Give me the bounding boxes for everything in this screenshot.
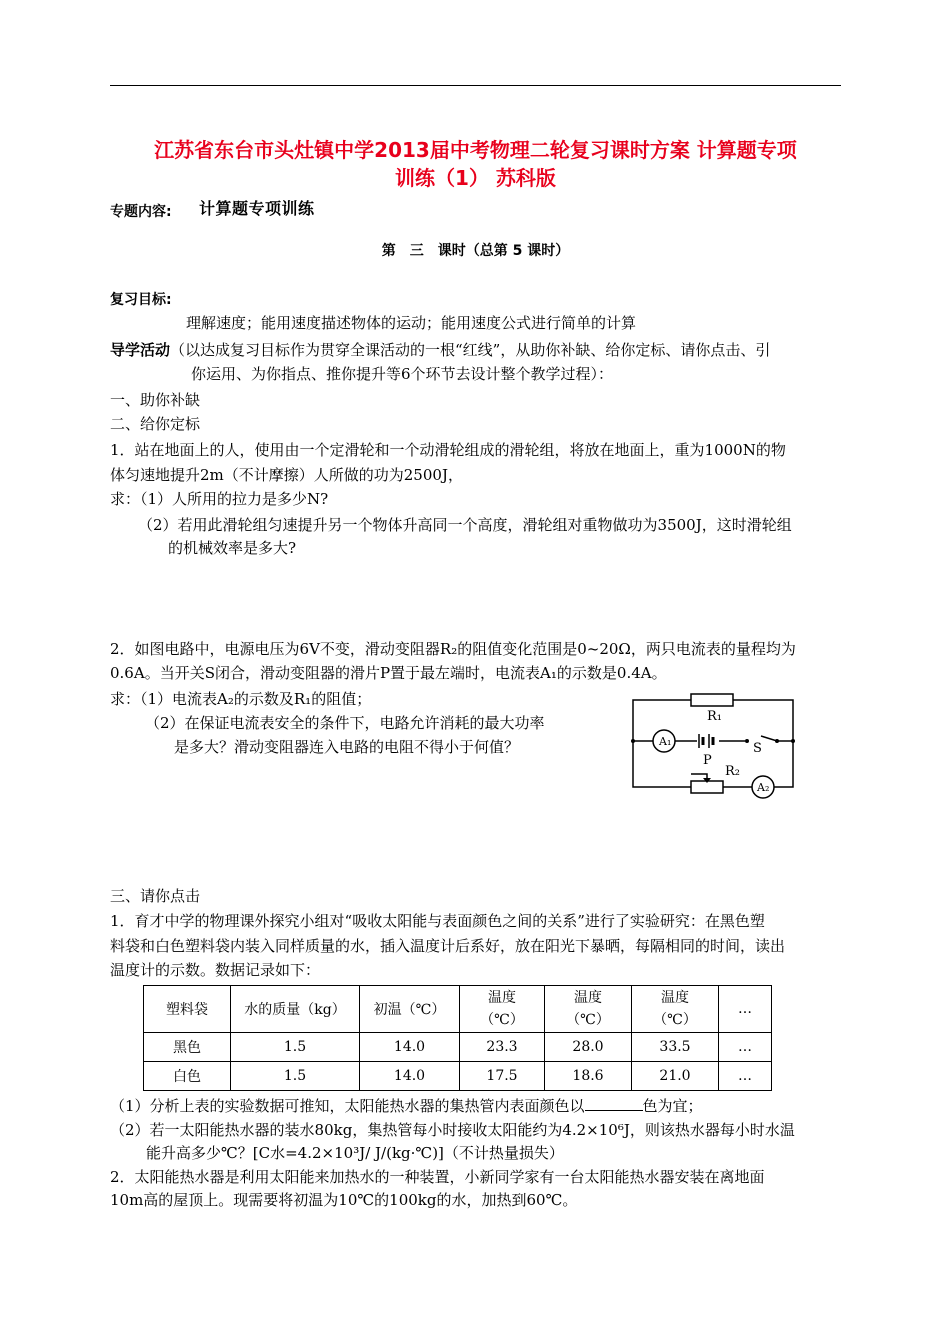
table-cell: …	[719, 1062, 772, 1091]
table-cell: 温度 （℃）	[632, 986, 719, 1033]
q3-line2: 料袋和白色塑料袋内装入同样质量的水，插入温度计后系好，放在阳光下暴晒，每隔相同的时间，读出	[110, 937, 786, 955]
label-r2: R₂	[725, 764, 740, 779]
label-r1: R₁	[707, 709, 722, 724]
table-cell: 18.6	[545, 1062, 632, 1091]
q3-part1: （1）分析上表的实验数据可推知，太阳能热水器的集热管内表面颜色以 色为宜；	[110, 1097, 703, 1115]
table-cell: 14.0	[360, 1062, 460, 1091]
document-title: 江苏省东台市头灶镇中学2013届中考物理二轮复习课时方案 计算题专项 训练（1） 苏科版	[154, 138, 797, 190]
table-cell: 塑料袋	[144, 986, 231, 1033]
section-3: 三、请你点击	[110, 887, 201, 905]
guide-line2: 你运用、为你指点、推你提升等6个环节去设计整个教学过程）：	[191, 365, 614, 383]
table-cell: 28.0	[545, 1033, 632, 1062]
q2-line4: （2）在保证电流表安全的条件下，电路允许消耗的最大功率	[145, 714, 545, 732]
table-cell: 水的质量（kg）	[231, 986, 360, 1033]
q1-line1: 1．站在地面上的人，使用由一个定滑轮和一个动滑轮组成的滑轮组，将放在地面上，重为1000N的物	[110, 441, 786, 459]
table-cell: 23.3	[460, 1033, 545, 1062]
header-rule	[110, 85, 841, 86]
goals-heading: 复习目标:	[110, 292, 172, 308]
table-cell: 温度 （℃）	[545, 986, 632, 1033]
label-p: P	[703, 753, 712, 768]
table-cell: 1.5	[231, 1033, 360, 1062]
circuit-diagram	[625, 688, 805, 803]
table-cell: …	[719, 986, 772, 1033]
table-cell: 17.5	[460, 1062, 545, 1091]
table-header-row	[144, 986, 772, 1033]
guide-line1: 导学活动（以达成复习目标作为贯穿全课活动的一根“红线”，从助你补缺、给你定标、请你点击、引	[110, 341, 771, 359]
table-row	[144, 1062, 772, 1091]
q2-line3: 求：（1）电流表A₂的示数及R₁的阻值；	[110, 690, 372, 708]
guide-heading: 导学活动	[110, 341, 171, 359]
table-cell: 1.5	[231, 1062, 360, 1091]
q3-line3: 温度计的示数。数据记录如下：	[110, 961, 321, 979]
q1-line4: （2）若用此滑轮组匀速提升另一个物体升高同一个高度，滑轮组对重物做功为3500J，这时滑轮组	[138, 516, 792, 534]
q3-part2-line1: （2）若一太阳能热水器的装水80kg，集热管每小时接收太阳能约为4.2×10⁶J，则该热水器每小时水温	[110, 1121, 795, 1139]
q3-line1: 1．育才中学的物理课外探究小组对“吸收太阳能与表面颜色之间的关系”进行了实验研究：在黑色塑	[110, 912, 765, 930]
section-2: 二、给你定标	[110, 415, 201, 433]
table-cell: 初温（℃）	[360, 986, 460, 1033]
label-s: S	[753, 741, 762, 756]
topic-label: 专题内容:	[110, 204, 172, 220]
q3-part2-line2: 能升高多少℃？[C水=4.2×10³J/ J/(kg·℃)]（不计热量损失）	[146, 1144, 564, 1162]
answer-blank	[585, 1096, 643, 1111]
q2-line2: 0.6A。当开关S闭合，滑动变阻器的滑片P置于最左端时，电流表A₁的示数是0.4A。	[110, 664, 667, 682]
table-cell: 14.0	[360, 1033, 460, 1062]
table-cell: 21.0	[632, 1062, 719, 1091]
q2-line1: 2．如图电路中，电源电压为6V不变，滑动变阻器R₂的阻值变化范围是0~20Ω，两只电流表的量程均为	[110, 640, 796, 658]
resistor-r1	[691, 694, 733, 706]
table-cell: 黑色	[144, 1033, 231, 1062]
label-a2: A₂	[757, 781, 770, 794]
table-cell: 白色	[144, 1062, 231, 1091]
label-a1: A₁	[659, 735, 672, 748]
data-table	[143, 985, 772, 1091]
goals-text: 理解速度；能用速度描述物体的运动；能用速度公式进行简单的计算	[186, 314, 637, 332]
table-cell: 温度 （℃）	[460, 986, 545, 1033]
q1-line2: 体匀速地提升2m（不计摩擦）人所做的功为2500J，	[110, 466, 463, 484]
q4-line2: 10m高的屋顶上。现需要将初温为10℃的100kg的水，加热到60℃。	[110, 1191, 578, 1209]
q4-line1: 2．太阳能热水器是利用太阳能来加热水的一种装置，小新同学家有一台太阳能热水器安装在离地面	[110, 1168, 765, 1186]
q2-line5: 是多大？滑动变阻器连入电路的电阻不得小于何值？	[174, 738, 520, 756]
table-cell: …	[719, 1033, 772, 1062]
topic-value: 计算题专项训练	[199, 199, 315, 218]
table-cell: 33.5	[632, 1033, 719, 1062]
table-row	[144, 1033, 772, 1062]
q1-line5: 的机械效率是多大?	[168, 539, 297, 557]
lesson-heading: 第 三 课时（总第 5 课时）	[381, 243, 570, 259]
q1-line3: 求：（1）人所用的拉力是多少N?	[110, 490, 329, 508]
section-1: 一、助你补缺	[110, 391, 201, 409]
junction-left	[631, 739, 635, 743]
battery-icon	[699, 734, 713, 748]
junction-right	[791, 739, 795, 743]
